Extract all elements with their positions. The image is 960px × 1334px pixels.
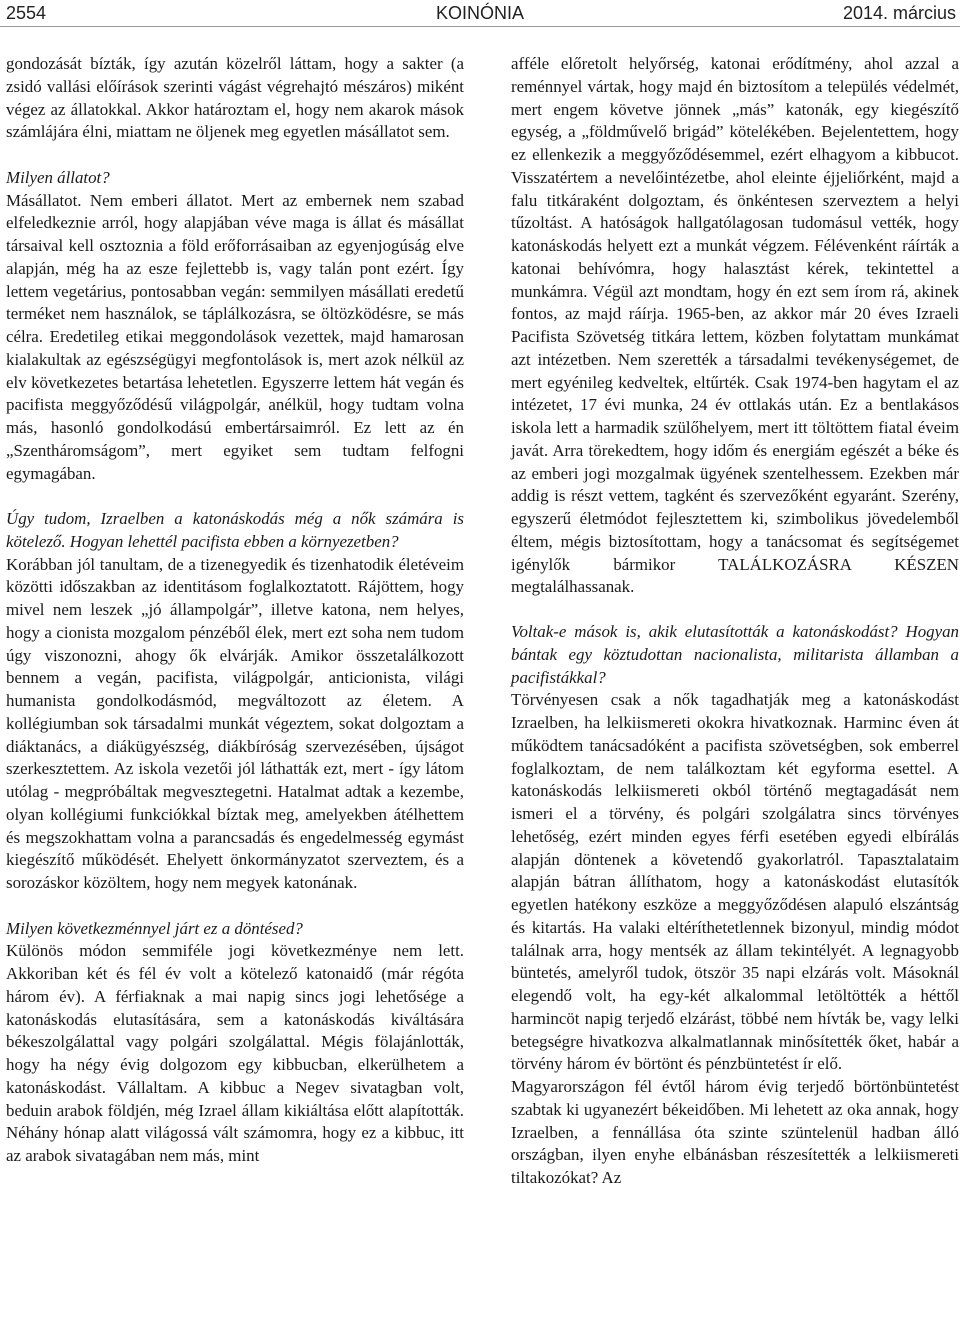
- left-column: [6, 53, 464, 1168]
- paragraph: afféle előretolt helyőrség, katonai erődítmény, ahol azzal a reménnyel vártak, hogy majd én biztosítom a település védelmét, mert engem követve jönnek „más” katonák, egy kiegészítő egység, a „földművelő brigád” kötelékében. Bejelentettem, hogy ez ellenkezik a meggyőződésemmel, ezért elhagyom a kibbucot. Visszatértem a nevelőintézetbe, ahol eleinte éjjeliőrként, majd a falu titkáraként dolgoztam, és önkéntesen szerveztem a helyi tűzoltást. A hatóságok hallgatólagosan tudomásul vették, hogy katonáskodás helyett ezt a munkát végzem. Félévenként ráírták a katonai behívómra, hogy halasztást kérek, tekintettel a munkámra. Végül azt mondtam, hogy én ezt sem írom rá, akinek fontos, az majd ráírja. 1965-ben, az akkor már 20 éves Izraeli Pacifista Szövetség titkára lettem, közben folytattam munkámat azt intézetben. Nem szerették a társadalmi tevékenységemet, de mert egyénileg kedveltek, eltűrték. Csak 1974-ben hagytam el az intézetet, 17 évi munka, 24 év ottlakás után. Ez a bentlakásos iskola lett a harmadik szülőhelyem, mert itt töltöttem fiatal éveim javát. Arra törekedtem, hogy időm és energiám egészét a béke és az emberi jogi mozgalmak ügyének szentelhessem. Ezekben már addig is részt vettem, tagként és szervezőként egyaránt. Szerény, egyszerű életmódot fejlesztettem ki, szimbolikus jövedelemből éltem, mégis biztosítottam, hogy a tanácsomat és segítségemet igénylők bármikor TALÁLKOZÁSRA KÉSZEN megtalálhassanak.: [511, 54, 959, 597]
- interview-question: Milyen állatot?: [6, 167, 110, 187]
- paragraph: Magyarországon fél évtől három évig terjedő börtönbüntetést szabtak ki ugyanezért békeidőben. Mi lehetett az oka annak, hogy Izraelben, a fennállása óta szinte szüntelenül hadban álló országban, ilyen enyhe elbánásban részesítették a lelkiismereti tiltakozókat? Az: [511, 1077, 959, 1187]
- interview-question: Milyen következménnyel járt ez a döntésed?: [6, 918, 303, 938]
- journal-title: KOINÓNIA: [435, 3, 524, 23]
- right-column: [511, 53, 959, 1190]
- paragraph: Másállatot. Nem emberi állatot. Mert az embernek nem szabad elfeledkeznie arról, hogy alapjában véve maga is állat és másállat társaival kell osztoznia a föld erőforrásaiban az egyenjogúság elve alapján, még ha az esze fejlettebb is, vagy talán pont ezért. Így lettem vegetárius, pontosabban vegán: semmilyen másállati eredetű terméket nem használok, se táplálkozásra, se öltözködésre, se más célra. Eredetileg etikai meggondolások vezettek, majd hamarosan kialakultak az egészségügyi megfontolások is, mert azok nélkül az elv következetes betartása lehetetlen. Egyszerre lettem hát vegán és pacifista meggyőződésű világpolgár, anélkül, hogy tudtam volna más, hasonló gondolkodású embertársaimról. Ez lett az én „Szentháromságom”, mert egyiket sem tudtam felfogni egymagában.: [6, 190, 464, 483]
- interview-question: Voltak-e mások is, akik elutasították a katonáskodást? Hogyan bántak egy köztudottan nacionalista, militarista államban a pacifistákkal?: [511, 622, 959, 687]
- page-header: [0, 0, 960, 27]
- paragraph: gondozását bízták, így azután közelről láttam, hogy a sakter (a zsidó vallási előírások szerinti vágást végrehajtó mészáros) miként végez az állatokkal. Akkor határoztam el, hogy nem akarok mások számlájára élni, miattam ne öljenek meg egyetlen másállatot sem.: [6, 54, 464, 142]
- interview-question: Úgy tudom, Izraelben a katonáskodás még a nők számára is kötelező. Hogyan lehettél pacifista ebben a környezetben?: [6, 509, 464, 551]
- page-number: 2554: [6, 3, 47, 23]
- paragraph: Különös módon semmiféle jogi következménye nem lett. Akkoriban két és fél év volt a kötelező katonaidő (már régóta három év). A férfiaknak a mai napig sincs jogi lehetősége a katonáskodás elutasítására, sem a katonáskodás kiváltására békeszolgálattal vagy polgári szolgálattal. Mégis fölajánlották, hogy ha négy évig dolgozom egy kibbucban, elkerülhetem a katonáskodást. Vállaltam. A kibbuc a Negev sivatagban volt, beduin arabok földjén, még Izrael állam kikiáltása előtt alapították. Néhány hónap alatt világossá vált számomra, hogy ez a kibbuc, itt az arabok sivatagában nem más, mint: [6, 941, 464, 1165]
- paragraph: Korábban jól tanultam, de a tizenegyedik és tizenhatodik életéveim közötti időszakban az identitásom foglalkoztatott. Rájöttem, hogy mivel nem leszek „jó állampolgár”, illetve katona, nem helyes, hogy a cionista mozgalom pénzéből élek, mert ezt soha nem tudom úgy viszonozni, ahogy ők elvárják. Amikor összetalálkozott bennem a vegán, pacifista, világpolgár, anticionista, világi humanista gondolkodásmód, megváltozott az életem. A kollégiumban sok társadalmi munkát végeztem, sokat dolgoztam a diáktanács, a diákügyészség, diákbíróság szervezésében, újságot szerkesztettem. Az iskola vezetői jól láthatták ezt, mert - így látom utólag - megpróbáltak megvesztegetni. Hatalmat adtak a kezembe, olyan kollégiumi funkciókkal bíztak meg, amelyekben átélhettem és megszokhattam volna a parancsadás és engedelmesség egymást kiegészítő működését. Ehelyett önkormányzatot szerveztem, és a sorozáskor közöltem, hogy nem megyek katonának.: [6, 554, 464, 892]
- paragraph: Törvényesen csak a nők tagadhatják meg a katonáskodást Izraelben, ha lelkiismereti okokra hivatkoznak. Harminc éven át működtem tanácsadóként a pacifista szövetségben, sok emberrel foglalkoztam, de nem találkoztam két egyforma esettel. A katonáskodás lelkiismereti okból történő megtagadását nem ismeri el a törvény, és polgári szolgálatra sincs törvényes lehetőség, ezért minden egyes férfi esetében egyedi elbírálás alapján döntenek a követendő gyakorlatról. Tapasztalataim alapján bátran állíthatom, hogy a katonáskodást elutasítók egyetlen hatékony eszköze a meggyőződésen alapuló elszántság és kitartás. Ha valaki eltéríthetetlennek bizonyul, mindig módot találnak arra, hogy mentsék az állam tekintélyét. A legnagyobb büntetés, amelyről tudok, ötször 35 napi elzárás volt. Másoknál elegendő volt, ha egy-két alkalommal letöltötték a héttől harmincöt napig terjedő elzárást, többé nem hívták be, vagy lelki betegségre hivatkozva alkalmatlannak minősítették őket, habár a törvény három év börtönt és pénzbüntetést ír elő.: [511, 690, 959, 1074]
- issue-date: 2014. március: [842, 3, 956, 23]
